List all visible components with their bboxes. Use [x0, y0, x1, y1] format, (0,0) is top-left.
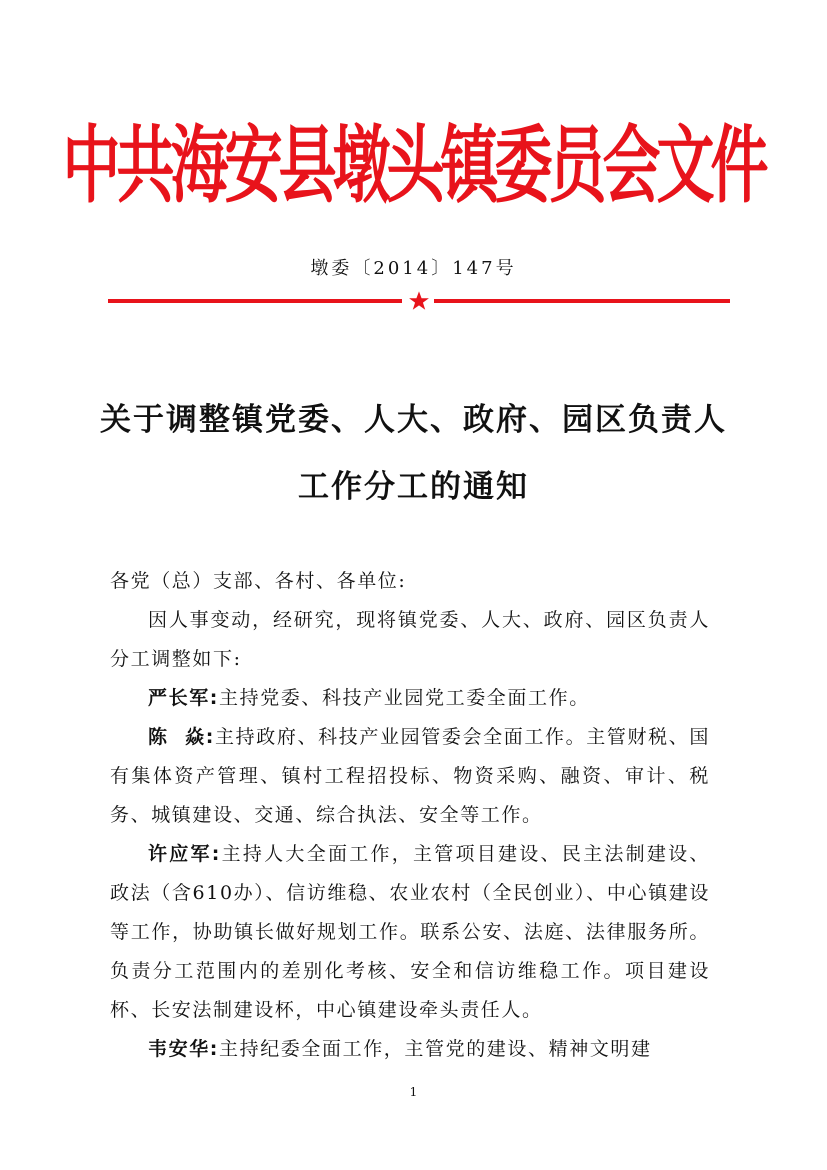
assignment-paragraph [110, 718, 710, 835]
star-icon [408, 290, 430, 312]
official-duties: 主持党委、科技产业园党工委全面工作。 [219, 687, 590, 709]
document-header-title: 中共海安县墩头镇委员会文件 [62, 115, 765, 215]
intro-paragraph: 因人事变动，经研究，现将镇党委、人大、政府、园区负责人分工调整如下: [110, 609, 710, 670]
divider-line-left [108, 299, 402, 303]
assignment-paragraph [110, 679, 710, 718]
official-duties: 主持纪委全面工作，主管党的建设、精神文明建 [219, 1038, 652, 1060]
assignment-paragraph [110, 1030, 710, 1069]
salutation: 各党（总）支部、各村、各单位: [110, 570, 407, 592]
document-number: 墩委〔2014〕147号 [310, 258, 517, 279]
notice-title-line-2: 工作分工的通知 [298, 469, 529, 505]
official-name: 韦安华: [148, 1038, 219, 1060]
notice-body [110, 562, 710, 1069]
official-name: 陈 焱: [148, 726, 215, 748]
notice-title-line-1: 关于调整镇党委、人大、政府、园区负责人 [100, 402, 727, 438]
official-name: 许应军: [148, 843, 221, 865]
official-name: 严长军: [148, 687, 219, 709]
assignment-paragraph [110, 835, 710, 1030]
page-number: 1 [409, 1085, 418, 1099]
red-divider [108, 296, 730, 310]
divider-line-right [434, 299, 730, 303]
official-duties: 主持人大全面工作，主管项目建设、民主法制建设、政法（含610办）、信访维稳、农业农村（全民创业）、中心镇建设等工作，协助镇长做好规划工作。联系公安、法庭、法律服务所。负责分工范围内的差别化考核、安全和信访维稳工作。项目建设杯、长安法制建设杯，中心镇建设牵头责任人。 [110, 843, 710, 1021]
official-duties: 主持政府、科技产业园管委会全面工作。主管财税、国有集体资产管理、镇村工程招投标、物资采购、融资、审计、税务、城镇建设、交通、综合执法、安全等工作。 [110, 726, 710, 826]
